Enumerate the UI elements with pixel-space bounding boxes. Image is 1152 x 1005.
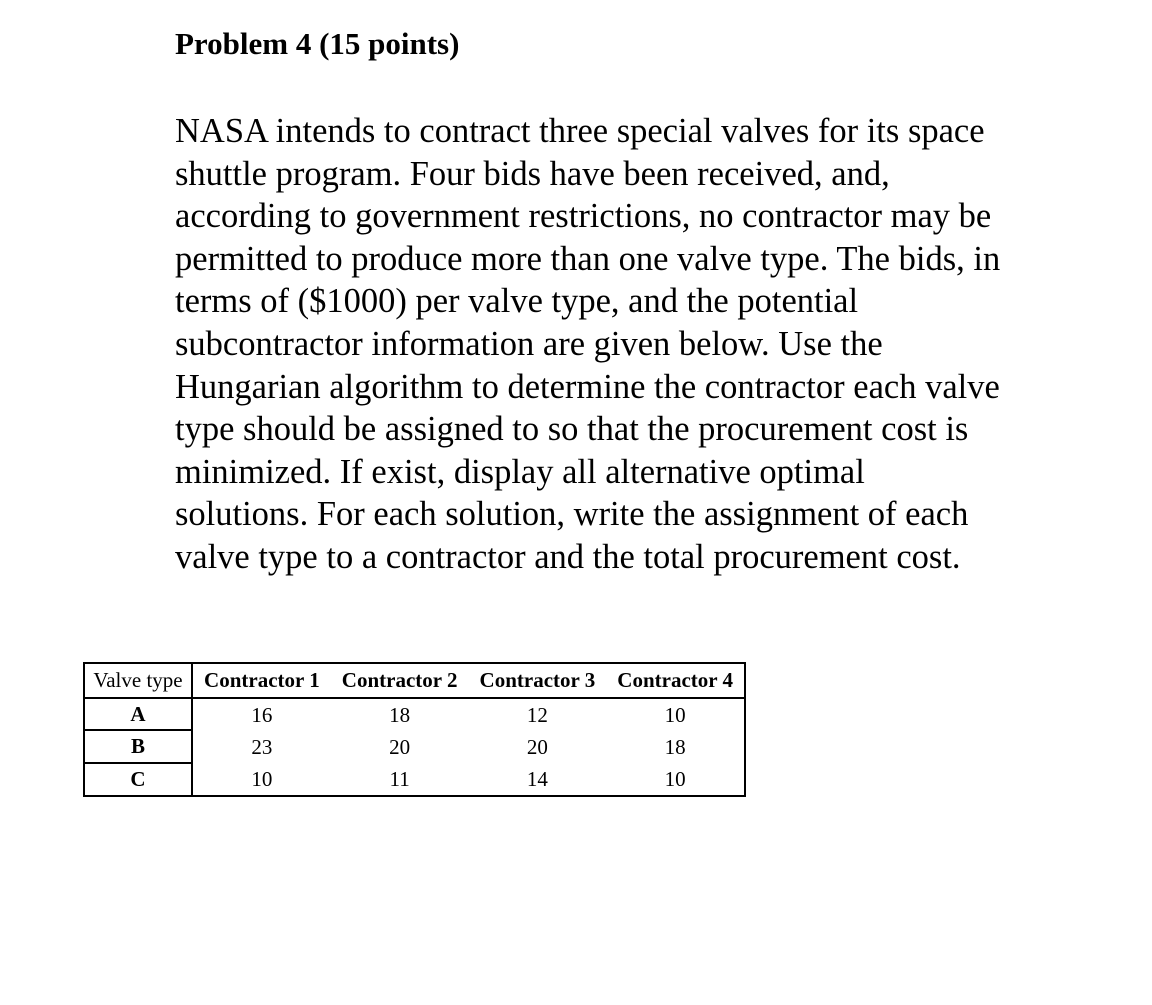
paragraph-line: NASA intends to contract three special valves for its space <box>175 112 985 150</box>
header-cell: Contractor 1 <box>204 668 320 692</box>
table-cell: 12 <box>526 702 548 727</box>
table-cell: 10 <box>664 702 686 727</box>
paragraph-line: subcontractor information are given below. Use the <box>175 324 883 363</box>
paragraph-line: according to government restrictions, no contractor may be <box>175 197 992 236</box>
row-label: A <box>85 699 193 731</box>
table-cell: 20 <box>526 735 548 759</box>
paragraph-line: Hungarian algorithm to determine the contractor each valve <box>175 367 1000 406</box>
row-label: B <box>85 731 193 764</box>
table-cell: 14 <box>526 767 548 791</box>
problem-title: Problem 4 (15 points) <box>175 26 460 61</box>
paragraph-line: valve type to a contractor and the total procurement cost. <box>175 537 961 576</box>
header-cell: Valve type <box>85 664 193 697</box>
table-cell: 20 <box>389 735 411 759</box>
paragraph-line: minimized. If exist, display all alternative optimal <box>175 452 865 491</box>
paragraph-line: shuttle program. Four bids have been received, and, <box>175 154 890 193</box>
paragraph-line: type should be assigned to so that the procurement cost is <box>175 410 969 449</box>
header-cell: Contractor 4 <box>617 668 733 692</box>
table-cell: 10 <box>664 767 686 791</box>
table-row <box>85 731 744 764</box>
problem-statement <box>175 110 1000 579</box>
table-cell: 18 <box>664 735 686 759</box>
paragraph-line: terms of ($1000) per valve type, and the potential <box>175 282 859 321</box>
table-row <box>85 764 744 795</box>
row-label: C <box>85 764 193 795</box>
table-header-row <box>85 664 744 699</box>
paragraph-line: permitted to produce more than one valve type. The bids, in <box>175 239 1001 278</box>
table-cell: 10 <box>251 767 273 791</box>
paragraph-line: solutions. For each solution, write the assignment of each <box>175 495 969 534</box>
table-cell: 18 <box>389 702 411 727</box>
table-cell: 23 <box>251 735 273 759</box>
table-cell: 16 <box>251 702 273 727</box>
table-cell: 11 <box>389 767 410 791</box>
table-row <box>85 699 744 731</box>
header-cell: Contractor 3 <box>479 668 596 692</box>
bids-table <box>83 662 746 797</box>
header-cell: Contractor 2 <box>341 668 458 692</box>
